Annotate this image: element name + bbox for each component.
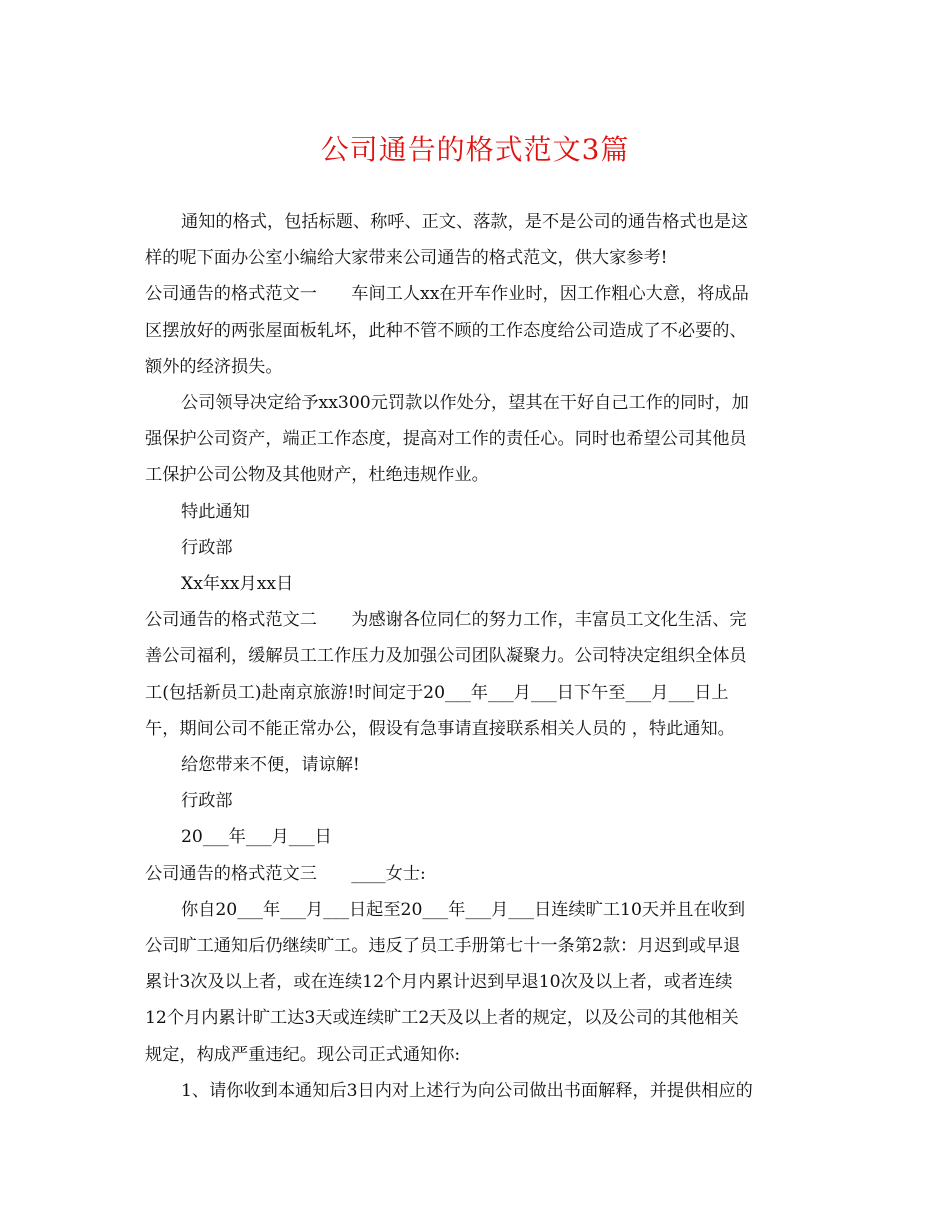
paragraph-line: 规定，构成严重违纪。现公司正式通知你: bbox=[145, 1044, 461, 1065]
paragraph-line: 20___年___月___日 bbox=[181, 827, 332, 848]
paragraph-line: 你自20___年___月___日起至20___年___月___日连续旷工10天并且在收到 bbox=[181, 899, 746, 920]
paragraph-line: 通知的格式，包括标题、称呼、正文、落款，是不是公司的通告格式也是这 bbox=[181, 212, 749, 232]
paragraph-line: 强保护公司资产，端正工作态度，提高对工作的责任心。同时也希望公司其他员 bbox=[145, 429, 747, 450]
paragraph-line: 1、请你收到本通知后3日内对上述行为向公司做出书面解释，并提供相应的 bbox=[181, 1080, 753, 1101]
paragraph-line: 给您带来不便，请谅解! bbox=[181, 755, 360, 776]
paragraph-line: 特此通知 bbox=[181, 501, 250, 522]
paragraph-line: 午，期间公司不能正常办公，假设有急事请直接联系相关人员的 ，特此通知。 bbox=[145, 718, 735, 739]
paragraph-line: Xx年xx月xx日 bbox=[181, 574, 294, 595]
paragraph-line: 公司旷工通知后仍继续旷工。违反了员工手册第七十一条第2款：月迟到或早退 bbox=[145, 936, 741, 957]
paragraph-line: 12个月内累计旷工达3天或连续旷工2天及以上者的规定，以及公司的其他相关 bbox=[145, 1008, 739, 1029]
paragraph-line: 工保护公司公物及其他财产，杜绝违规作业。 bbox=[145, 465, 489, 486]
document-body bbox=[145, 204, 805, 1109]
paragraph-line: 公司领导决定给予xx300元罚款以作处分，望其在干好自己工作的同时，加 bbox=[181, 393, 749, 414]
paragraph-line: 工(包括新员工)赴南京旅游!时间定于20___年___月___日下午至___月___日上 bbox=[145, 682, 729, 703]
paragraph-line: 样的呢下面办公室小编给大家带来公司通告的格式范文，供大家参考! bbox=[145, 248, 668, 269]
paragraph-line: 公司通告的格式范文一 车间工人xx在开车作业时，因工作粗心大意，将成品 bbox=[145, 284, 749, 305]
paragraph-line: 行政部 bbox=[181, 537, 233, 558]
paragraph-line: 额外的经济损失。 bbox=[145, 356, 283, 377]
paragraph-line: 公司通告的格式范文二 为感谢各位同仁的努力工作，丰富员工文化生活、完 bbox=[145, 610, 747, 631]
paragraph-line: 区摆放好的两张屋面板轧坏，此种不管不顾的工作态度给公司造成了不必要的、 bbox=[145, 320, 747, 341]
document-title: 公司通告的格式范文3篇 bbox=[320, 133, 630, 166]
paragraph-line: 善公司福利，缓解员工工作压力及加强公司团队凝聚力。公司特决定组织全体员 bbox=[145, 646, 747, 667]
paragraph-line: 行政部 bbox=[181, 791, 233, 812]
paragraph-line: 公司通告的格式范文三 ____女士: bbox=[145, 863, 426, 884]
paragraph-line: 累计3次及以上者，或在连续12个月内累计迟到早退10次及以上者，或者连续 bbox=[145, 972, 733, 993]
